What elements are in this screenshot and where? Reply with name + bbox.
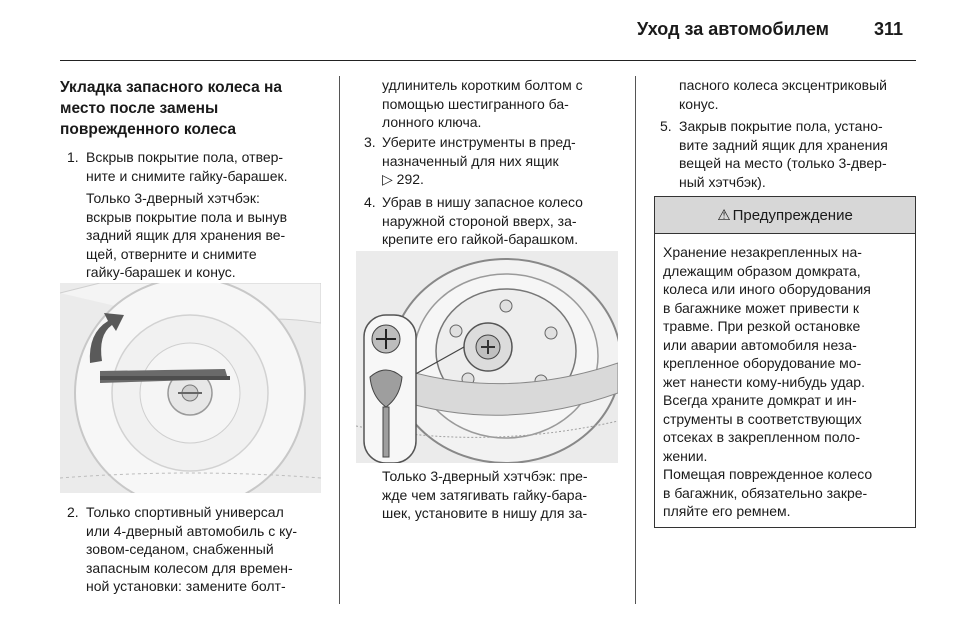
warning-paragraph-2 <box>663 391 907 465</box>
warning-paragraph-1 <box>663 243 907 391</box>
figure-wheel-installed <box>356 251 618 463</box>
text-line: Закрыв покрытие пола, устано- <box>679 118 883 134</box>
text-line: вскрыв покрытие пола и вынув <box>86 208 288 225</box>
text-line: Только 3-дверный хэтчбэк: <box>86 190 260 206</box>
text-line: колеса или иного оборудования <box>663 281 871 297</box>
text-line: задний ящик для хранения ве- <box>86 227 286 243</box>
step-4-text <box>382 193 622 249</box>
heading-line: поврежденного колеса <box>60 121 237 138</box>
text-line: Всегда храните домкрат и ин- <box>663 392 857 408</box>
text-line: Только спортивный универсал <box>86 504 284 520</box>
hatchback-note <box>382 467 622 523</box>
text-line: гайку-барашек и конус. <box>86 264 236 280</box>
text-line: Вскрыв покрытие пола, отвер- <box>86 149 284 165</box>
spare-wheel-in-well-illustration <box>356 251 618 463</box>
text-line: назначенный для них ящик <box>382 152 559 169</box>
text-line: отсеках в закрепленном поло- <box>663 429 860 445</box>
text-line: струменты в соответствующих <box>663 410 862 427</box>
text-line: пляйте его ремнем. <box>663 503 791 519</box>
text-line: жде чем затягивать гайку-бара- <box>382 486 588 503</box>
header-divider <box>60 60 916 61</box>
text-line: Убрав в нишу запасное колесо <box>382 194 583 210</box>
text-line: или аварии автомобиля неза- <box>663 336 857 353</box>
step-number: 1. <box>67 149 79 165</box>
text-line: в багажник, обязательно закре- <box>663 484 868 501</box>
page-reference[interactable] <box>382 170 622 189</box>
text-line: щей, отверните и снимите <box>86 245 257 262</box>
step-2-text <box>86 503 336 596</box>
text-line: крепите его гайкой-барашком. <box>382 231 579 247</box>
heading-line: Укладка запасного колеса на <box>60 79 282 96</box>
text-line: жении. <box>663 447 708 464</box>
text-line: или 4-дверный автомобиль с ку- <box>86 522 298 539</box>
text-line: Только 3-дверный хэтчбэк: пре- <box>382 468 588 484</box>
text-line: конус. <box>679 95 719 112</box>
text-line: удлинитель коротким болтом с <box>382 77 583 93</box>
text-line: Помещая поврежденное колесо <box>663 466 873 482</box>
text-line: наружной стороной вверх, за- <box>382 212 577 229</box>
step-number: 3. <box>364 134 376 150</box>
text-line: помощью шестигранного ба- <box>382 95 569 112</box>
text-line: пасного колеса эксцентриковый <box>679 77 887 93</box>
step-1-hatchback-note <box>86 189 331 282</box>
text-line: Уберите инструменты в пред- <box>382 134 576 150</box>
text-line: зовом-седаном, снабженный <box>86 541 274 557</box>
text-line: длежащим образом домкрата, <box>663 262 861 279</box>
step-number: 5. <box>660 118 672 134</box>
page-reference-arrow-icon: ▷ <box>382 171 393 187</box>
warning-header <box>655 197 915 234</box>
text-line: крепленное оборудование мо- <box>663 355 862 371</box>
column-divider-1 <box>339 76 340 604</box>
warning-title: Предупреждение <box>732 206 853 224</box>
text-line: ните и снимите гайку-барашек. <box>86 167 288 184</box>
step-number: 2. <box>67 504 79 520</box>
step-1-text <box>86 148 331 185</box>
section-title: Уход за автомобилем <box>637 19 829 39</box>
warning-paragraph-3 <box>663 465 907 521</box>
text-line: жет нанести кому-нибудь удар. <box>663 373 865 390</box>
text-line: вите задний ящик для хранения <box>679 136 888 153</box>
text-line: вещей на место (только 3-двер- <box>679 155 887 171</box>
text-line: запасным колесом для времен- <box>86 559 293 576</box>
heading-line: место после замены <box>60 100 219 117</box>
step-5-text <box>679 117 919 191</box>
warning-triangle-icon: ⚠ <box>717 207 731 224</box>
page-reference-number: 292. <box>396 171 424 187</box>
step-2-continuation <box>382 76 622 132</box>
figure-wing-nut-removal <box>60 283 321 493</box>
step-number: 4. <box>364 194 376 210</box>
column-divider-2 <box>635 76 636 604</box>
text-line: ной установки: замените болт- <box>86 578 286 594</box>
text-line: ный хэтчбэк). <box>679 173 766 190</box>
text-line: Хранение незакрепленных на- <box>663 244 862 260</box>
text-line: травме. При резкой остановке <box>663 318 861 334</box>
text-line: шек, установите в нишу для за- <box>382 505 588 521</box>
warning-box <box>654 196 916 528</box>
text-line: лонного ключа. <box>382 114 482 130</box>
hatchback-note-continuation <box>679 76 919 113</box>
step-3-text <box>382 133 622 189</box>
section-heading <box>60 77 328 140</box>
text-line: в багажнике может привести к <box>663 299 860 316</box>
page-number: 311 <box>874 19 904 39</box>
spare-wheel-cover-illustration <box>60 283 321 493</box>
